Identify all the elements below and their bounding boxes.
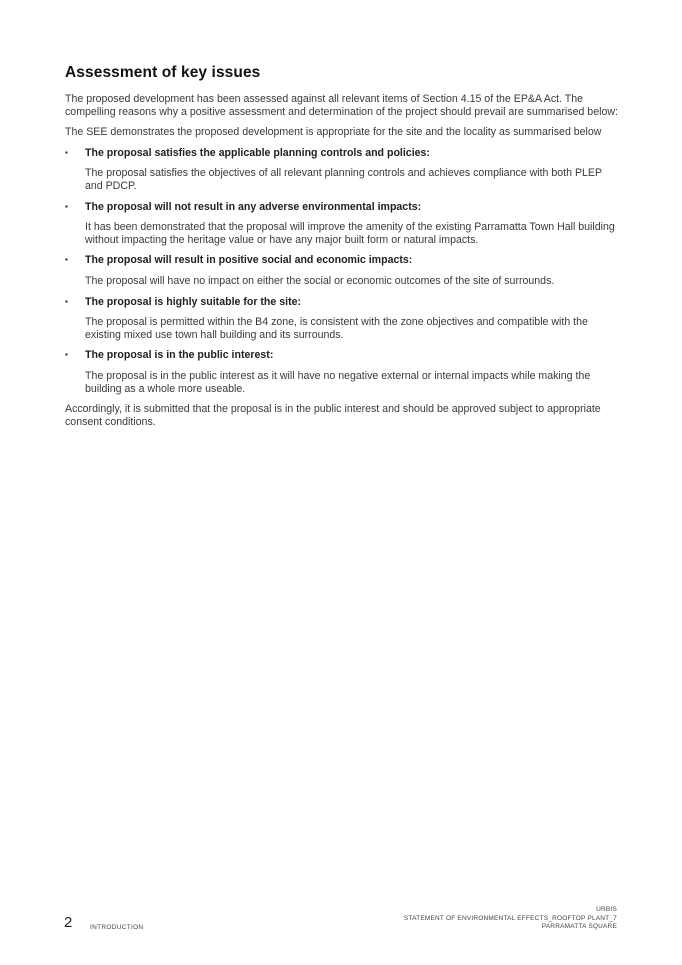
footer-document-info — [404, 906, 617, 932]
key-issue-item — [65, 296, 620, 342]
key-issue-body: It has been demonstrated that the proposal will improve the amenity of the existing Parramatta Town Hall building without impacting the heritage value or have any major built form or natural impacts. — [85, 221, 615, 246]
key-issue-heading: The proposal will not result in any adverse environmental impacts: — [85, 200, 422, 213]
footer-company: URBIS — [596, 906, 617, 913]
footer-section-label: INTRODUCTION — [90, 924, 144, 931]
bullet-icon: ▪ — [65, 201, 68, 211]
bullet-icon: ▪ — [65, 147, 68, 157]
page-number: 2 — [64, 914, 73, 931]
key-issue-heading: The proposal satisfies the applicable planning controls and policies: — [85, 146, 430, 159]
key-issue-body: The proposal will have no impact on either the social or economic outcomes of the site of surrounds. — [85, 274, 555, 287]
footer-title-line-1: STATEMENT OF ENVIRONMENTAL EFFECTS_ROOFTOP PLANT_7 — [403, 914, 617, 922]
key-issue-heading: The proposal will result in positive social and economic impacts: — [85, 254, 413, 267]
key-issue-item — [65, 147, 620, 193]
key-issue-heading: The proposal is highly suitable for the site: — [85, 295, 302, 308]
key-issue-item — [65, 254, 620, 287]
key-issue-item — [65, 201, 620, 247]
body-content — [65, 93, 620, 436]
intro-paragraph-2: The SEE demonstrates the proposed development is appropriate for the site and the locality as summarised below — [65, 126, 602, 139]
conclusion-paragraph: Accordingly, it is submitted that the proposal is in the public interest and should be approved subject to appropriate consent conditions. — [65, 403, 601, 428]
bullet-icon: ▪ — [65, 350, 68, 360]
bullet-icon: ▪ — [65, 255, 68, 265]
key-issue-body: The proposal satisfies the objectives of all relevant planning controls and achieves compliance with both PLEP and PDCP. — [85, 167, 602, 192]
key-issue-heading: The proposal is in the public interest: — [85, 349, 274, 362]
key-issue-body: The proposal is in the public interest as it will have no negative external or internal impacts while making the building as a whole more useable. — [85, 369, 591, 395]
footer-title-line-2: PARRAMATTA SQUARE — [541, 923, 617, 930]
key-issue-item — [65, 349, 620, 395]
key-issue-body: The proposal is permitted within the B4 zone, is consistent with the zone objectives and compatible with the existing mixed use town hall building and its surrounds. — [85, 316, 588, 341]
bullet-icon: ▪ — [65, 296, 68, 306]
page-heading: Assessment of key issues — [65, 64, 261, 81]
intro-paragraph-1: The proposed development has been assessed against all relevant items of Section 4.15 of the EP&A Act. The compelling reasons why a positive assessment and determination of the project should prevail are summarised below: — [65, 93, 618, 118]
